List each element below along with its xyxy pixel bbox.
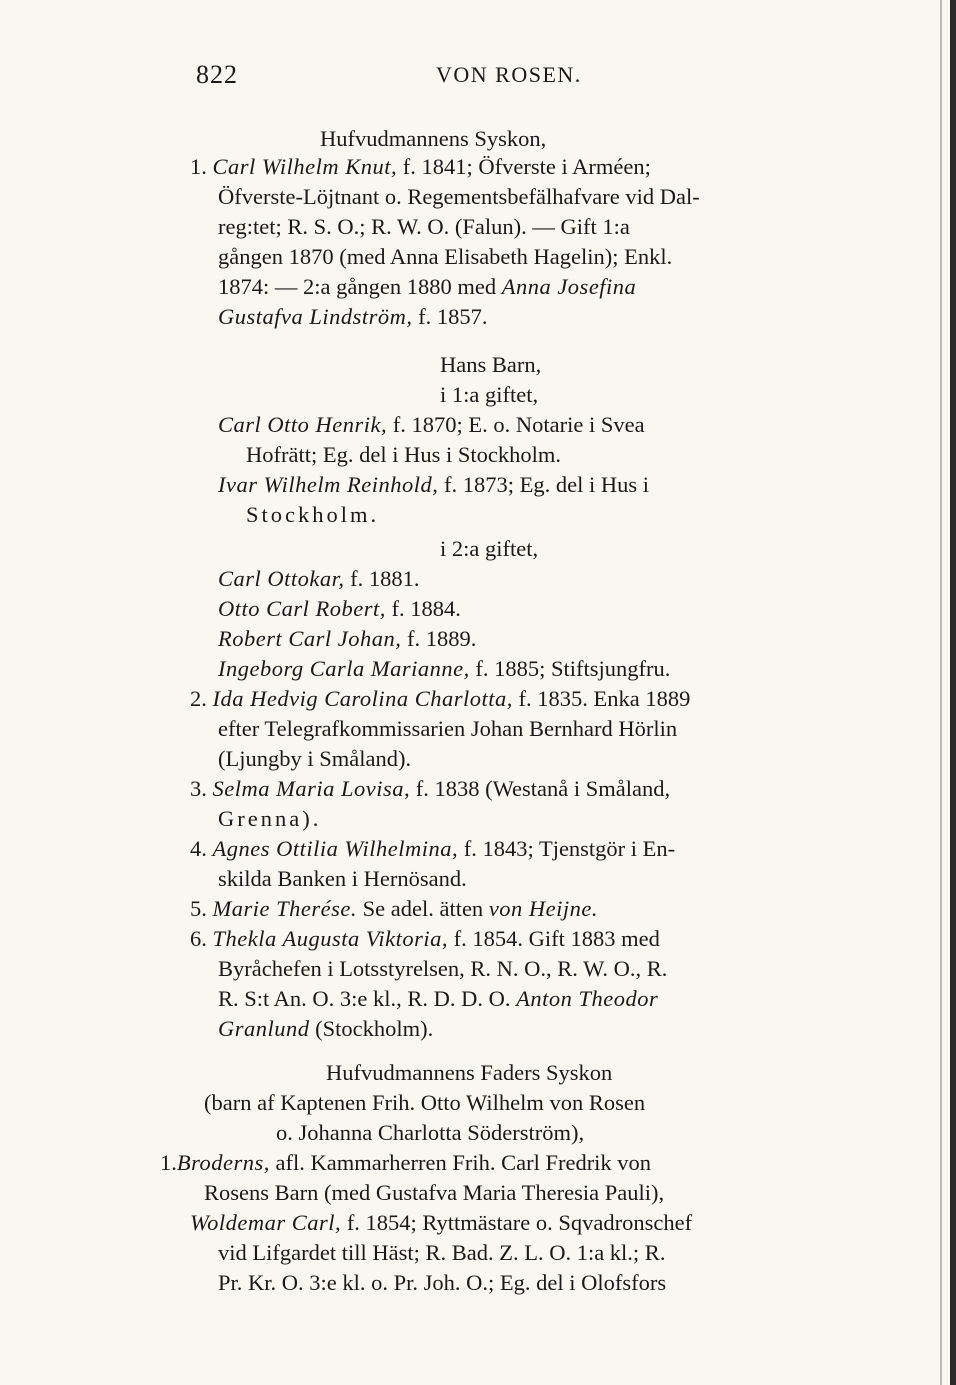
text-line: R. S:t An. O. 3:e kl., R. D. D. O. Anton Theodor (218, 986, 659, 1011)
text-line: 3. Selma Maria Lovisa, f. 1838 (Westanå i Småland, (190, 776, 671, 801)
text-line: 1874: — 2:a gången 1880 med Anna Josefina (218, 274, 637, 299)
text-line: Carl Ottokar, f. 1881. (218, 566, 420, 591)
entry-number: 1. (160, 1150, 177, 1175)
text-line: Byråchefen i Lotsstyrelsen, R. N. O., R. W. O., R. (218, 956, 668, 981)
person-name: Otto Carl Robert, (218, 596, 386, 621)
father-siblings-sub: o. Johanna Charlotta Söderström), (276, 1120, 585, 1145)
person-name: Robert Carl Johan, (218, 626, 402, 651)
father-siblings-sub: (barn af Kaptenen Frih. Otto Wilhelm von Rosen (204, 1090, 646, 1115)
page-number: 822 (196, 60, 238, 89)
person-name: Ida Hedvig Carolina Charlotta, (212, 686, 513, 711)
siblings-heading: Hufvudmannens Syskon, (320, 126, 547, 151)
entry-number: 5. (190, 896, 207, 921)
text-line: Rosens Barn (med Gustafva Maria Theresia Pauli), (204, 1180, 665, 1205)
person-name: Ingeborg Carla Marianne, (218, 656, 470, 681)
page-fold-line (940, 0, 942, 1385)
person-name: Carl Wilhelm Knut, (212, 154, 398, 179)
text-line: skilda Banken i Hernösand. (218, 866, 467, 891)
person-name: Marie Therése. (212, 896, 357, 921)
text-line: vid Lifgardet till Häst; R. Bad. Z. L. O. 1:a kl.; R. (218, 1240, 666, 1265)
text-line: reg:tet; R. S. O.; R. W. O. (Falun). — Gift 1:a (218, 214, 630, 239)
page-header (196, 60, 876, 100)
text-line: Pr. Kr. O. 3:e kl. o. Pr. Joh. O.; Eg. del i Olofsfors (218, 1270, 667, 1295)
text-line: Otto Carl Robert, f. 1884. (218, 596, 461, 621)
text-line: Robert Carl Johan, f. 1889. (218, 626, 477, 651)
person-name: Carl Ottokar, (218, 566, 345, 591)
text-line: Ivar Wilhelm Reinhold, f. 1873; Eg. del i Hus i (218, 472, 649, 497)
text-line: Stockholm. (246, 502, 380, 527)
text-line: (Ljungby i Småland). (218, 746, 412, 771)
marriage-heading: i 2:a giftet, (440, 536, 539, 561)
person-name: Carl Otto Henrik, (218, 412, 388, 437)
person-name: Agnes Ottilia Wilhelmina, (212, 836, 459, 861)
father-siblings-heading: Hufvudmannens Faders Syskon (326, 1060, 613, 1085)
text-line: Ingeborg Carla Marianne, f. 1885; Stiftsjungfru. (218, 656, 671, 681)
text-line: 5. Marie Therése. Se adel. ätten von Heijne. (190, 896, 599, 921)
person-name: Anton Theodor (516, 986, 659, 1011)
children-heading: Hans Barn, (440, 352, 542, 377)
person-name: Selma Maria Lovisa, (212, 776, 411, 801)
text-line: 1. Carl Wilhelm Knut, f. 1841; Öfverste i Arméen; (190, 154, 651, 179)
entry-number: 2. (190, 686, 207, 711)
text-line: 1.Broderns, afl. Kammarherren Frih. Carl Fredrik von (160, 1150, 652, 1175)
text-line: efter Telegrafkommissarien Johan Bernhard Hörlin (218, 716, 678, 741)
person-name: Thekla Augusta Viktoria, (212, 926, 449, 951)
text-line: Hofrätt; Eg. del i Hus i Stockholm. (246, 442, 561, 467)
running-head: VON ROSEN. (436, 62, 582, 87)
text-line: Öfverste-Löjtnant o. Regementsbefälhafvare vid Dal- (218, 184, 700, 209)
text-line: Granlund (Stockholm). (218, 1016, 434, 1041)
text-line: Woldemar Carl, f. 1854; Ryttmästare o. Sqvadronschef (190, 1210, 693, 1235)
text-line: 4. Agnes Ottilia Wilhelmina, f. 1843; Tjenstgör i En- (190, 836, 676, 861)
person-name: Anna Josefina (501, 274, 637, 299)
text-line: 6. Thekla Augusta Viktoria, f. 1854. Gift 1883 med (190, 926, 660, 951)
text-line: gången 1870 (med Anna Elisabeth Hagelin); Enkl. (218, 244, 673, 269)
text-line: Gustafva Lindström, f. 1857. (218, 304, 488, 329)
entry-number: 4. (190, 836, 207, 861)
marriage-heading: i 1:a giftet, (440, 382, 539, 407)
text-line: Grenna). (218, 806, 322, 831)
entry-number: 6. (190, 926, 207, 951)
person-name: Woldemar Carl, (190, 1210, 342, 1235)
text-line: Carl Otto Henrik, f. 1870; E. o. Notarie i Svea (218, 412, 645, 437)
entry-number: 3. (190, 776, 207, 801)
entry-number: 1. (190, 154, 207, 179)
text-line: 2. Ida Hedvig Carolina Charlotta, f. 1835. Enka 1889 (190, 686, 691, 711)
person-name: Ivar Wilhelm Reinhold, (218, 472, 439, 497)
person-name: Granlund (218, 1016, 310, 1041)
person-name: Gustafva Lindström, (218, 304, 413, 329)
page-edge-shadow (950, 0, 956, 1385)
person-name: Broderns, (176, 1150, 270, 1175)
